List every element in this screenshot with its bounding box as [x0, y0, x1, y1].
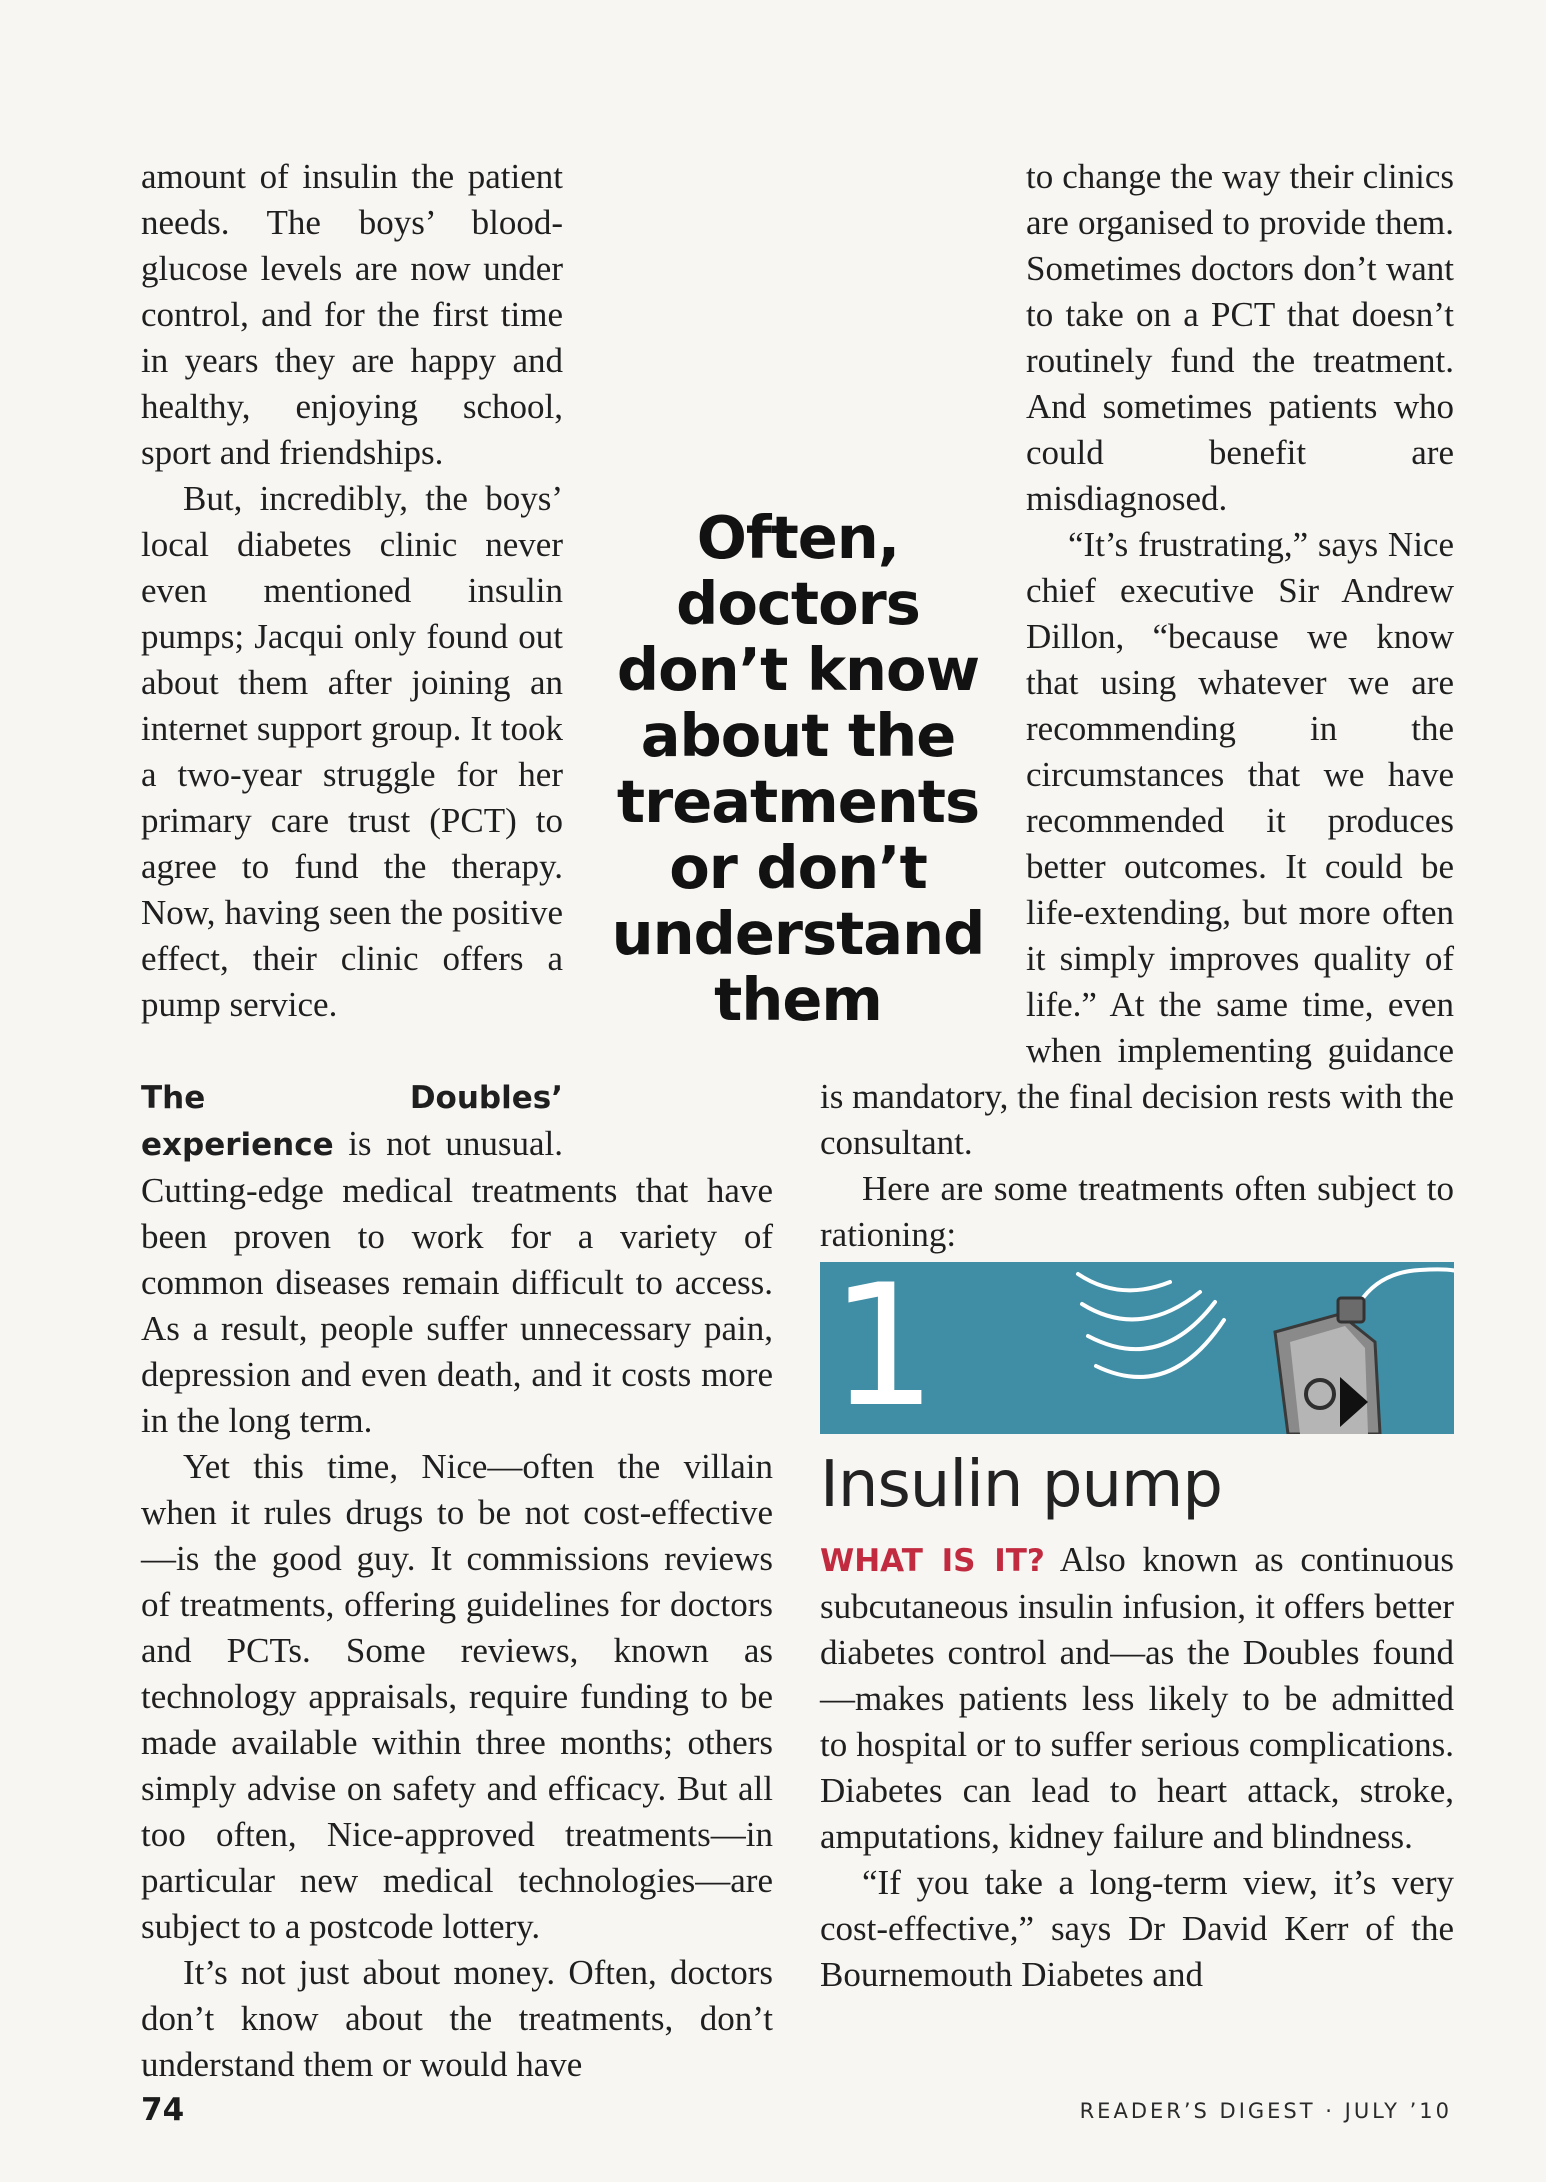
page-number: 74	[141, 2092, 185, 2128]
pull-quote-line: don’t know	[616, 635, 980, 704]
insulin-pump-illustration	[820, 1262, 1454, 1434]
pull-quote-gap-right	[820, 454, 1026, 1059]
right-paragraph-3: Here are some treatments often subject to rationing:	[820, 1169, 1454, 1254]
treatment-title: Insulin pump	[820, 1448, 1222, 1522]
pull-quote-line: understand	[611, 899, 985, 968]
section-subhead: The Doubles’ experience	[141, 1080, 563, 1163]
left-paragraph-5: It’s not just about money. Often, doctors don’t know about the treatments, don’t understand them or would have	[141, 1953, 773, 2084]
pull-quote-line: about the	[640, 701, 956, 770]
left-column	[141, 154, 773, 2088]
what-is-it-label: WHAT IS IT?	[820, 1543, 1045, 1579]
left-paragraph-4: Yet this time, Nice—often the villain when it rules drugs to be not cost-effective—is the good guy. It commissions reviews of treatments, offering guidelines for doctors and PCTs. Some reviews, known as technology appraisals, require funding to be made available within three months; others simply advise on safety and efficacy. But all too often, Nice-approved treatments—in particular new medical technologies—are subject to a postcode lottery.	[141, 1447, 773, 1946]
pull-quote-line: or don’t	[669, 833, 927, 902]
pull-quote-line: Often,	[696, 503, 900, 572]
right-paragraph-2: “It’s frustrating,” says Nice chief executive Sir Andrew Dillon, “because we know that using whatever we are recommending in the circumstances that we have recommended it produces better outcomes. It could be life-extending, but more often it simply improves quality of life.” At the same time, even when implementing guidance is mandatory, the final decision rests with the consultant.	[820, 525, 1454, 1162]
publication-footer: READER’S DIGEST · JULY ’10	[1079, 2099, 1452, 2123]
left-paragraph-1: amount of insulin the patient needs. The boys’ blood-glucose levels are now under control, and for the first time in years they are happy and healthy, enjoying school, sport and friendships.	[141, 157, 563, 472]
left-paragraph-3-text: is not unusual. Cutting-edge medical treatments that have been proven to work for a variety of common diseases remain difficult to access. As a result, people suffer unnecessary pain, depression and even death, and it costs more in the long term.	[141, 1124, 773, 1440]
left-paragraph-2: But, incredibly, the boys’ local diabetes clinic never even mentioned insulin pumps; Jacqui only found out about them after joining an internet support group. It took a two-year struggle for her primary care trust (PCT) to agree to fund the therapy. Now, having seen the positive effect, their clinic offers a pump service.	[141, 479, 563, 1024]
treatment-banner	[820, 1262, 1454, 1434]
pull-quote-line: treatments	[616, 767, 980, 836]
pull-quote-line: doctors	[676, 569, 920, 638]
treatment-paragraph-1	[820, 1537, 1454, 1860]
pull-quote-line: them	[714, 965, 882, 1034]
treatment-paragraph-1-text: Also known as continuous subcutaneous insulin infusion, it offers better diabetes control and—as the Doubles found—makes patients less likely to be admitted to hospital or to suffer serious complications. Diabetes can lead to heart attack, stroke, amputations, kidney failure and blindness.	[820, 1540, 1454, 1856]
right-paragraph-1: to change the way their clinics are organised to provide them. Sometimes doctors don’t want to take on a PCT that doesn’t routinely fund the treatment. And sometimes patients who could benefit are misdiagnosed.	[1026, 157, 1454, 518]
treatment-body	[820, 1537, 1454, 1998]
treatment-number: 1	[830, 1262, 937, 1434]
right-column	[820, 154, 1454, 1258]
treatment-paragraph-2: “If you take a long-term view, it’s very cost-effective,” says Dr David Kerr of the Bournemouth Diabetes and	[820, 1863, 1454, 1994]
